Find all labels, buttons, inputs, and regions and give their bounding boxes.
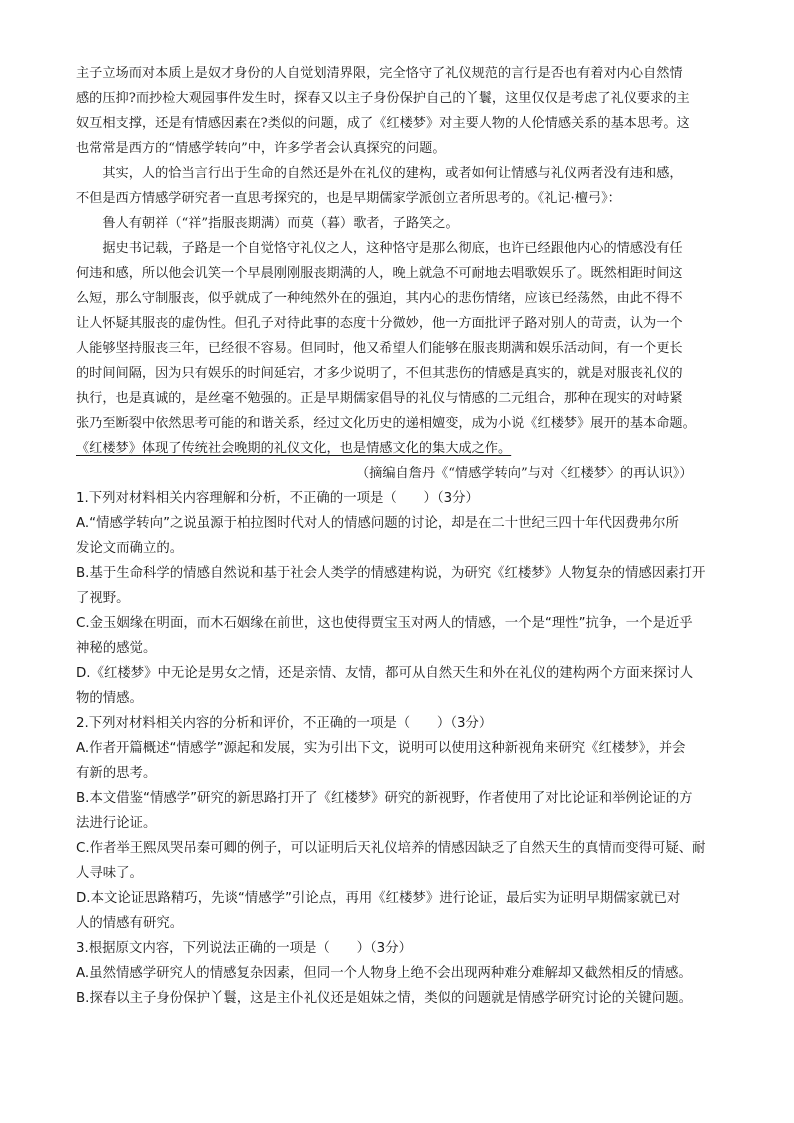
passage-line: 的时间间隔，因为只有娱乐的时间延宕，才多少说明了，不但其悲伤的情感是真实的，就是对服丧礼仪的 [76,366,683,381]
passage-line: 人能够坚持服丧三年，已经很不容易。但同时，他又希望人们能够在服丧期满和娱乐活动间，有一个更长 [76,341,683,356]
passage-line: 主子立场而对本质上是奴才身份的人自觉划清界限，完全恪守了礼仪规范的言行是否也有着对内心自然情 [76,66,683,81]
question-2-option-a-cont: 有新的思考。 [76,766,157,781]
question-1-option-a: A.“情感学转向”之说虽源于柏拉图时代对人的情感问题的讨论，却是在二十世纪三四十年代因费弗尔所 [76,516,679,531]
question-2-option-b: B.本文借鉴“情感学”研究的新思路打开了《红楼梦》研究的新视野，作者使用了对比论证和举例论证的方 [76,791,693,806]
passage-line: 不但是西方情感学研究者一直思考探究的，也是早期儒家学派创立者所思考的。《礼记·檀弓》： [76,191,621,206]
passage-source: （摘编自詹丹《“情感学转向”与对〈红楼梦〉的再认识》） [356,466,693,481]
question-2-option-c-cont: 人寻味了。 [76,866,143,881]
passage-line-underlined: 《红楼梦》体现了传统社会晚期的礼仪文化，也是情感文化的集大成之作。 [76,441,512,456]
question-1-option-d-cont: 物的情感。 [76,691,143,706]
question-1-stem: 1.下列对材料相关内容理解和分析，不正确的一项是（ ）（3分） [76,491,479,506]
question-1-option-a-cont: 发论文而确立的。 [76,541,184,556]
passage-line: 也常常是西方的“情感学转向”中，许多学者会认真探究的问题。 [76,141,446,156]
passage-line: 感的压抑?而抄检大观园事件发生时，探春又以主子身份保护自己的丫鬟，这里仅仅是考虑了礼仪要求的主 [76,91,690,106]
question-2-option-a: A.作者开篇概述“情感学”源起和发展，实为引出下文，说明可以使用这种新视角来研究《红楼梦》，并会 [76,741,686,756]
question-2-option-b-cont: 法进行论证。 [76,816,157,831]
passage-line: 么短，那么守制服丧，似乎就成了一种纯然外在的强迫，其内心的悲伤情绪，应该已经荡然，由此不得不 [76,291,683,306]
question-2-option-c: C.作者举王熙凤哭吊秦可卿的例子，可以证明后天礼仪培养的情感因缺乏了自然天生的真情而变得可疑、耐 [76,841,706,856]
passage-line: 奴互相支撑，还是有情感因素在?类似的问题，成了《红楼梦》对主要人物的人伦情感关系的基本思考。这 [76,116,690,131]
passage-line: 张乃至断裂中依然思考可能的和谐关系，经过文化历史的递相嬗变，成为小说《红楼梦》展开的基本命题。 [76,416,696,431]
passage-quote: 鲁人有朝祥（“祥”指服丧期满）而莫（暮）歌者，子路笑之。 [76,216,459,231]
passage-line: 执行，也是真诚的，是丝毫不勉强的。正是早期儒家倡导的礼仪与情感的二元组合，那种在现实的对峙紧 [76,391,683,406]
question-3-stem: 3.根据原文内容，下列说法正确的一项是（ ）（3分） [76,941,412,956]
question-2-stem: 2.下列对材料相关内容的分析和评价，不正确的一项是（ ）（3分） [76,716,493,731]
question-1-option-c-cont: 神秘的感觉。 [76,641,157,656]
question-1-option-b: B.基于生命科学的情感自然说和基于社会人类学的情感建构说，为研究《红楼梦》人物复杂的情感因素打开 [76,566,706,581]
question-3-option-a: A.虽然情感学研究人的情感复杂因素，但同一个人物身上绝不会出现两种难分难解却又截然相反的情感。 [76,966,692,981]
question-1-option-c: C.金玉姻缘在明面，而木石姻缘在前世，这也使得贾宝玉对两人的情感，一个是“理性”抗争，一个是近乎 [76,616,693,631]
passage-line: 何违和感，所以他会讥笑一个早晨刚刚服丧期满的人，晚上就急不可耐地去唱歌娱乐了。既然相距时间这 [76,266,683,281]
passage-line: 据史书记载，子路是一个自觉恪守礼仪之人，这种恪守是那么彻底，也许已经跟他内心的情感没有任 [76,241,683,256]
passage-line: 其实，人的恰当言行出于生命的自然还是外在礼仪的建构，或者如何让情感与礼仪两者没有违和感， [76,166,683,181]
question-2-option-d: D.本文论证思路精巧，先谈“情感学”引论点，再用《红楼梦》进行论证，最后实为证明早期儒家就已对 [76,891,681,906]
passage-line: 让人怀疑其服丧的虚伪性。但孔子对待此事的态度十分微妙，他一方面批评子路对别人的苛责，认为一个 [76,316,683,331]
question-1-option-d: D.《红楼梦》中无论是男女之情，还是亲情、友情，都可从自然天生和外在礼仪的建构两个方面来探讨人 [76,666,694,681]
question-3-option-b: B.探春以主子身份保护丫鬟，这是主仆礼仪还是姐妹之情，类似的问题就是情感学研究讨论的关键问题。 [76,991,693,1006]
question-2-option-d-cont: 人的情感有研究。 [76,916,184,931]
question-1-option-b-cont: 了视野。 [76,591,130,606]
